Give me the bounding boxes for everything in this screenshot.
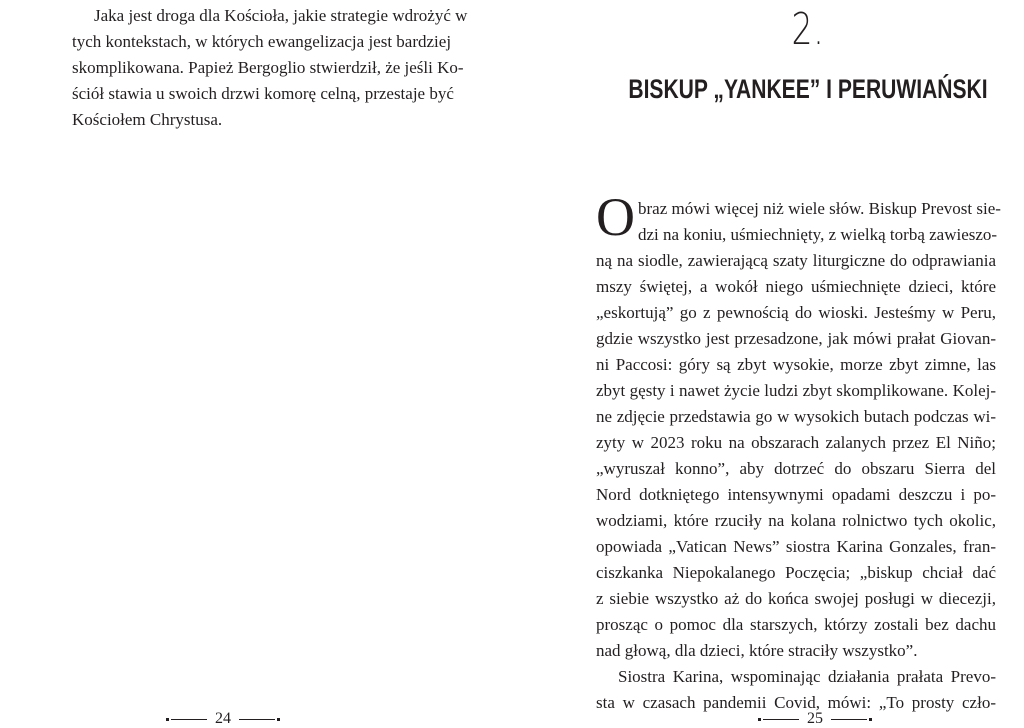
text-line: zbyt gęsty i nawet życie ludzi zbyt skomplikowane. Kolej- bbox=[596, 381, 996, 400]
folio-rule bbox=[171, 719, 207, 720]
text-line: sta w czasach pandemii Covid, mówi: „To prosty czło- bbox=[596, 693, 996, 712]
folio-rule bbox=[831, 719, 867, 720]
folio-dot bbox=[869, 718, 872, 721]
folio-dot bbox=[277, 718, 280, 721]
chapter-number: 2. bbox=[791, 4, 825, 55]
text-line: Siostra Karina, wspominając działania prałata Prevo- bbox=[618, 667, 996, 686]
text-line: „wyruszał konno”, aby dotrzeć do obszaru Sierra del bbox=[596, 459, 996, 478]
folio-rule bbox=[763, 719, 799, 720]
text-line: nad głową, dla dzieci, które straciły wszystko”. bbox=[596, 641, 918, 660]
chapter-title: BISKUP „YANKEE” I PERUWIAŃSKI bbox=[628, 74, 988, 104]
left-page-text bbox=[72, 3, 468, 133]
text-line: braz mówi więcej niż wiele słów. Biskup Prevost sie- bbox=[638, 199, 1001, 218]
text-line: prosząc o pomoc dla starszych, którzy zostali bez dachu bbox=[596, 615, 996, 634]
drop-cap: O bbox=[596, 187, 635, 247]
page-number-right bbox=[758, 711, 872, 727]
text-line: Kościołem Chrystusa. bbox=[72, 110, 223, 129]
text-line: tych kontekstach, w których ewangelizacja jest bardziej bbox=[72, 32, 452, 51]
text-line: ną na siodle, zawierającą szaty liturgiczne do odprawiania bbox=[596, 251, 996, 270]
text-line: z siebie wszystko aż do końca swojej posługi w diecezji, bbox=[596, 589, 996, 608]
text-line: ni Paccosi: góry są zbyt wysokie, morze zbyt zimne, las bbox=[596, 355, 996, 374]
page-number-left bbox=[166, 711, 280, 727]
page-number: 25 bbox=[807, 710, 823, 727]
text-line: ne zdjęcie przedstawia go w wysokich butach podczas wi- bbox=[596, 407, 996, 426]
text-line: Jaka jest droga dla Kościoła, jakie strategie wdrożyć w bbox=[94, 6, 468, 25]
text-line: mszy świętej, a wokół niego uśmiechnięte dzieci, które bbox=[596, 277, 996, 296]
folio-dot bbox=[166, 718, 169, 721]
text-line: ściół stawia u swoich drzwi komorę celną, przestaje być bbox=[72, 84, 454, 103]
right-page bbox=[512, 0, 1024, 728]
page-number: 24 bbox=[215, 710, 231, 727]
text-line: opowiada „Vatican News” siostra Karina Gonzales, fran- bbox=[596, 537, 996, 556]
text-line: „eskortują” go z pewnością do wioski. Jesteśmy w Peru, bbox=[596, 303, 996, 322]
text-line: wodziami, które rzuciły na kolana rolnictwo tych okolic, bbox=[596, 511, 996, 530]
text-line: dzi na koniu, uśmiechnięty, z wielką torbą zawieszo- bbox=[638, 225, 998, 244]
text-line: Nord dotkniętego intensywnymi opadami deszczu i po- bbox=[596, 485, 996, 504]
folio-rule bbox=[239, 719, 275, 720]
text-line: ciszkanka Niepokalanego Poczęcia; „biskup chciał dać bbox=[596, 563, 996, 582]
folio-dot bbox=[758, 718, 761, 721]
text-line: skomplikowana. Papież Bergoglio stwierdził, że jeśli Ko- bbox=[72, 58, 464, 77]
text-line: zyty w 2023 roku na obszarach zalanych przez El Niño; bbox=[596, 433, 996, 452]
right-page-text bbox=[596, 187, 1001, 716]
text-line: gdzie wszystko jest przesadzone, jak mówi prałat Giovan- bbox=[596, 329, 996, 348]
